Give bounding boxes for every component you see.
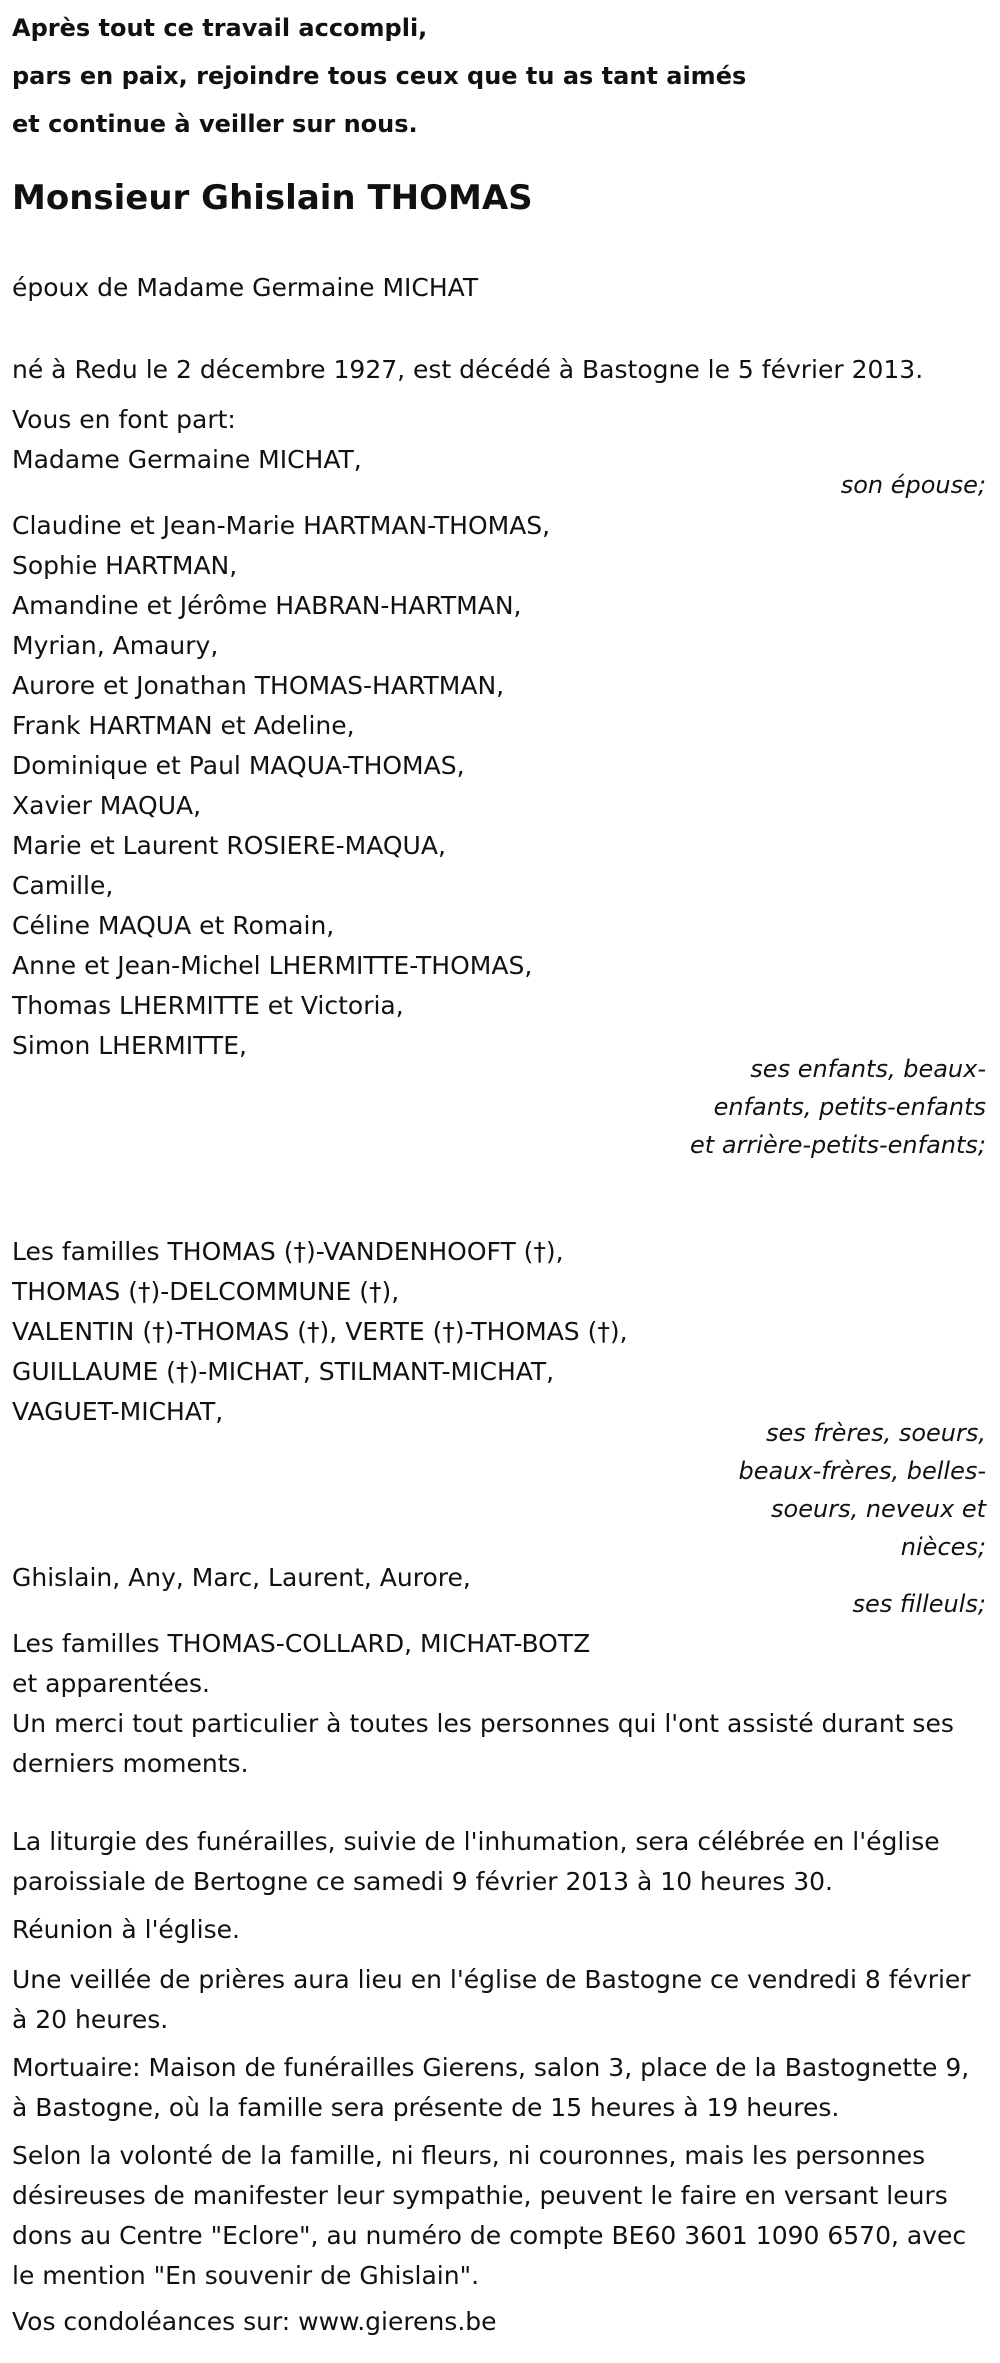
list-item: Frank HARTMAN et Adeline, — [12, 711, 355, 740]
list-item: VALENTIN (†)-THOMAS (†), VERTE (†)-THOMAS (†), — [12, 1317, 628, 1346]
list-item: Myrian, Amaury, — [12, 631, 219, 660]
list-item: Céline MAQUA et Romain, — [12, 911, 335, 940]
poem-line: Après tout ce travail accompli, — [12, 14, 428, 42]
list-item: Marie et Laurent ROSIERE-MAQUA, — [12, 831, 446, 860]
closing-line: et apparentées. — [12, 1669, 210, 1698]
birth-death-line: né à Redu le 2 décembre 1927, est décédé à Bastogne le 5 février 2013. — [12, 355, 924, 384]
mortuary-paragraph: Mortuaire: Maison de funérailles Gierens, salon 3, place de la Bastognette 9, à Bastogne, où la famille sera présente de 15 heures à 19 heures. — [12, 2053, 970, 2122]
announcement-intro — [12, 400, 362, 480]
list-item: Dominique et Paul MAQUA-THOMAS, — [12, 751, 465, 780]
godchildren-line: Ghislain, Any, Marc, Laurent, Aurore, — [12, 1563, 471, 1592]
list-item: Camille, — [12, 871, 114, 900]
poem-line: pars en paix, rejoindre tous ceux que tu as tant aimés — [12, 62, 747, 90]
families-relation: ses frères, soeurs, beaux-frères, belles-soeurs, neveux et nièces; — [738, 1419, 986, 1561]
closing-line: Les familles THOMAS-COLLARD, MICHAT-BOTZ — [12, 1629, 591, 1658]
vigil-paragraph: Une veillée de prières aura lieu en l'église de Bastogne ce vendredi 8 février à 20 heures. — [12, 1965, 971, 2034]
closing-families — [12, 1624, 590, 1704]
list-item: THOMAS (†)-DELCOMMUNE (†), — [12, 1277, 400, 1306]
deceased-name: Monsieur Ghislain THOMAS — [12, 178, 533, 218]
children-relation: ses enfants, beaux-enfants, petits-enfants et arrière-petits-enfants; — [690, 1055, 986, 1159]
list-item: Xavier MAQUA, — [12, 791, 202, 820]
thanks-paragraph: Un merci tout particulier à toutes les personnes qui l'ont assisté durant ses derniers moments. — [12, 1709, 954, 1778]
list-item: Les familles THOMAS (†)-VANDENHOOFT (†), — [12, 1237, 564, 1266]
funeral-paragraph: La liturgie des funérailles, suivie de l'inhumation, sera célébrée en l'église paroissiale de Bertogne ce samedi 9 février 2013 à 10 heures 30. — [12, 1827, 940, 1896]
spouse-name: Madame Germaine MICHAT, — [12, 445, 362, 474]
list-item: VAGUET-MICHAT, — [12, 1397, 224, 1426]
condolences-line: Vos condoléances sur: www.gierens.be — [12, 2307, 497, 2336]
spouse-line: époux de Madame Germaine MICHAT — [12, 273, 479, 302]
poem-line: et continue à veiller sur nous. — [12, 110, 418, 138]
list-item: Simon LHERMITTE, — [12, 1031, 247, 1060]
list-item: Amandine et Jérôme HABRAN-HARTMAN, — [12, 591, 522, 620]
list-item: GUILLAUME (†)-MICHAT, STILMANT-MICHAT, — [12, 1357, 555, 1386]
list-item: Claudine et Jean-Marie HARTMAN-THOMAS, — [12, 511, 551, 540]
list-item: Thomas LHERMITTE et Victoria, — [12, 991, 404, 1020]
meeting-line: Réunion à l'église. — [12, 1915, 240, 1944]
poem — [12, 4, 746, 148]
godchildren-relation: ses filleuls; — [852, 1590, 986, 1618]
list-item: Sophie HARTMAN, — [12, 551, 238, 580]
list-item: Anne et Jean-Michel LHERMITTE-THOMAS, — [12, 951, 533, 980]
families-list — [12, 1232, 628, 1432]
intro-text: Vous en font part: — [12, 405, 236, 434]
donations-paragraph: Selon la volonté de la famille, ni fleurs, ni couronnes, mais les personnes désireuses de manifester leur sympathie, peuvent le faire en versant leurs dons au Centre "Eclore", au numéro de compte BE60 3601 1090 6570, avec le mention "En souvenir de Ghislain". — [12, 2141, 967, 2290]
spouse-relation: son épouse; — [840, 471, 986, 499]
list-item: Aurore et Jonathan THOMAS-HARTMAN, — [12, 671, 505, 700]
children-list — [12, 506, 550, 1066]
